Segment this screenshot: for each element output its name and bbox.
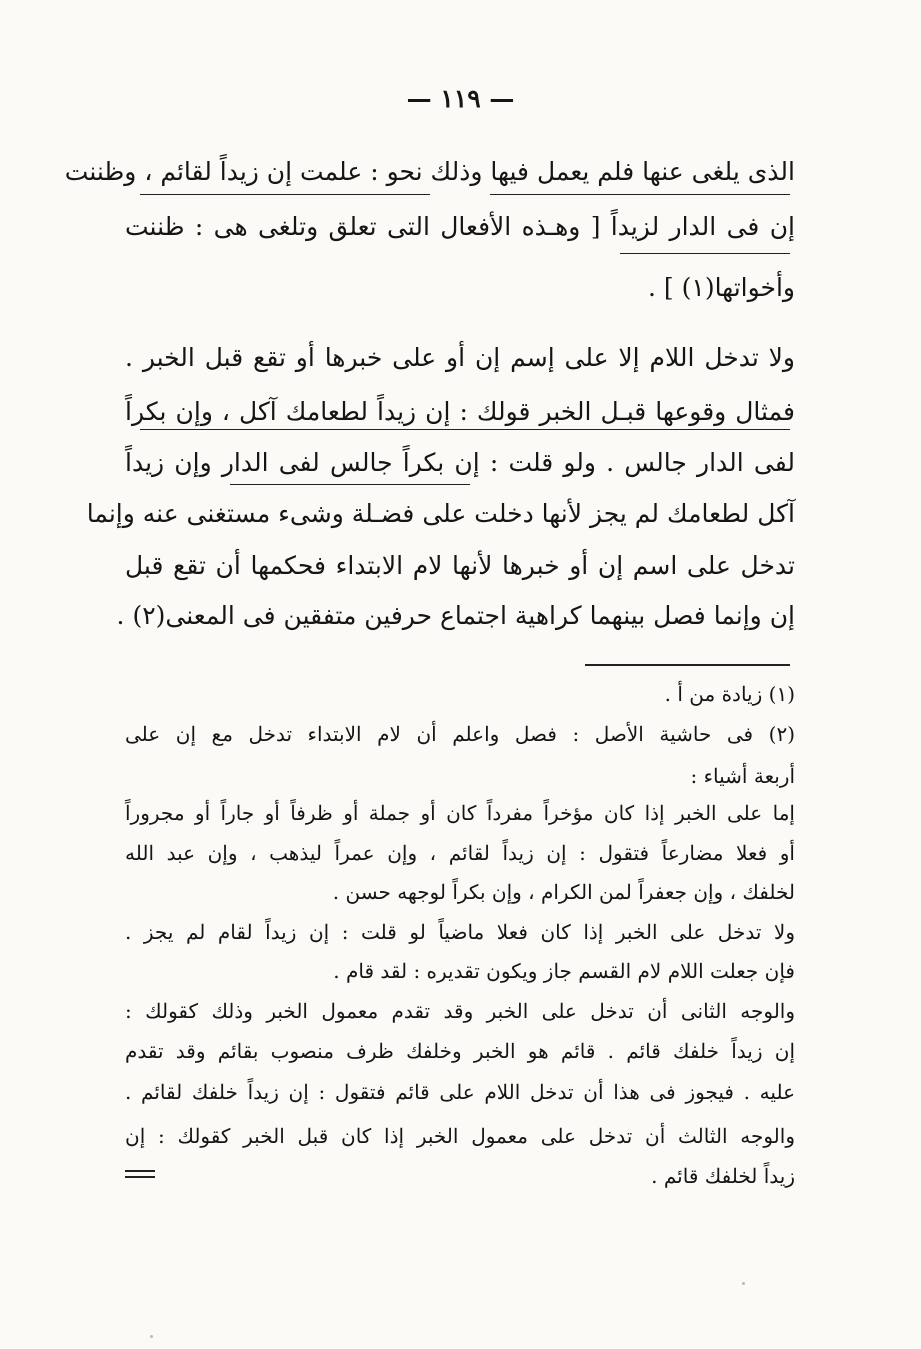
footnote-line: ولا تدخل على الخبر إذا كان فعلا ماضياً لو قلت : إن زيداً لقام لم يجز . bbox=[125, 920, 795, 944]
body-line: إن فى الدار لزيداً [ وهـذه الأفعال التى تعلق وتلغى هى : ظننت bbox=[125, 212, 795, 241]
footnote-line: لخلفك ، وإن جعفراً لمن الكرام ، وإن بكراً لوجهه حسن . bbox=[332, 880, 795, 904]
footnote-line: إن زيداً خلفك قائم . قائم هو الخبر وخلفك ظرف منصوب بقائم وقد تقدم bbox=[125, 1039, 795, 1063]
body-line: آكل لطعامك لم يجز لأنها دخلت على فضـلة وشىء مستغنى عنه وإنما bbox=[86, 499, 795, 528]
footnote-line: زيداً لخلفك قائم . bbox=[651, 1164, 795, 1188]
scan-speck bbox=[742, 1282, 745, 1285]
body-line: إن وإنما فصل بينهما كراهية اجتماع حرفين متفقين فى المعنى(٢) . bbox=[116, 601, 795, 630]
footnote-line: والوجه الثانى أن تدخل على الخبر وقد تقدم معمول الخبر وذلك كقولك : bbox=[125, 999, 795, 1023]
body-line: وأخواتها(١) ] . bbox=[648, 273, 795, 302]
footnote-line: فإن جعلت اللام لام القسم جاز ويكون تقديره : لقد قام . bbox=[333, 959, 795, 983]
footnote-line: (٢) فى حاشية الأصل : فصل واعلم أن لام الابتداء تدخل مع إن على bbox=[125, 722, 795, 746]
underline-mark bbox=[490, 194, 790, 195]
footnote-line: إما على الخبر إذا كان مؤخراً مفرداً كان أو جملة أو ظرفاً أو جاراً أو مجروراً bbox=[125, 801, 795, 825]
underline-mark bbox=[620, 253, 790, 254]
end-mark bbox=[125, 1170, 155, 1178]
footnote-line: (١) زيادة من أ . bbox=[664, 682, 795, 706]
footnote-line: عليه . فيجوز فى هذا أن تدخل اللام على قائم فتقول : إن زيداً خلفك لقائم . bbox=[125, 1080, 795, 1104]
underline-mark bbox=[140, 429, 790, 430]
footnote-line: والوجه الثالث أن تدخل على معمول الخبر إذا كان قبل الخبر كقولك : إن bbox=[125, 1124, 795, 1148]
body-line: تدخل على اسم إن أو خبرها لأنها لام الابتداء فحكمها أن تقع قبل bbox=[125, 551, 795, 580]
body-line: فمثال وقوعها قبـل الخبر قولك : إن زيداً لطعامك آكل ، وإن بكراً bbox=[125, 397, 795, 426]
underline-mark bbox=[140, 194, 430, 195]
body-line: الذى يلغى عنها فلم يعمل فيها وذلك نحو : علمت إن زيداً لقائم ، وظننت bbox=[64, 157, 795, 186]
footnote-separator bbox=[585, 664, 790, 666]
scan-speck bbox=[150, 1335, 153, 1338]
body-line: لفى الدار جالس . ولو قلت : إن بكراً جالس لفى الدار وإن زيداً bbox=[125, 448, 795, 477]
footnote-line: أربعة أشياء : bbox=[690, 764, 795, 788]
body-line: ولا تدخل اللام إلا على إسم إن أو على خبرها أو تقع قبل الخبر . bbox=[125, 343, 795, 372]
underline-mark bbox=[230, 484, 470, 485]
footnote-line: أو فعلا مضارعاً فتقول : إن زيداً لقائم ، وإن عمراً ليذهب ، وإن عبد الله bbox=[125, 841, 795, 865]
page-number: — ١١٩ — bbox=[406, 84, 515, 113]
